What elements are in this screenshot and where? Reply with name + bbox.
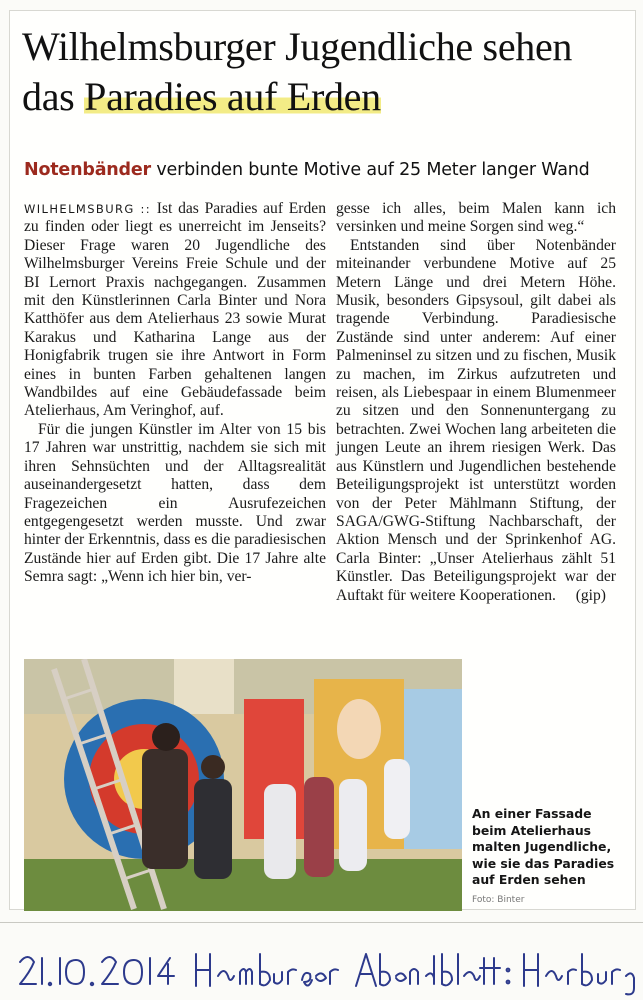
article-column-2 [336, 200, 616, 605]
headline-highlight: Paradies auf Erden [84, 74, 381, 119]
author-signature: (gip) [575, 586, 606, 604]
photo-credit: Foto: Binter [472, 895, 525, 905]
paragraph-4 [336, 237, 616, 605]
headline-text: Wilhelmsburger Jugendliche sehen das [22, 24, 573, 119]
article-column-1 [24, 200, 326, 587]
dateline-mark: :: [140, 202, 152, 216]
paragraph-1 [24, 200, 326, 421]
article-photo [24, 659, 462, 911]
paragraph-4-text: Entstanden sind über Notenbänder miteinander verbundene Motive auf 25 Metern Länge und drei Metern Höhe. Musik, besonders Gipsysoul, gilt dabei als tragende Verbindung. Paradiesische Zustände sind unter anderem: Auf einer Palmeninsel zu sitzen und zu fischen, Musik zu machen, im Zirkus aufzutreten und reisen, als Liebespaar in einem Blumenmeer zu sitzen und den Sonnenuntergang zu betrachten. Zwei Wochen lang arbeiteten die jungen Leute an ihrem riesigen Werk. Das aus Künstlern und Jugendlichen bestehende Beteiligungsprojekt ist unterstützt worden von der Peter Mählmann Stiftung, der SAGA/GWG-Stiftung Nachbarschaft, der Aktion Mensch und der Sprinkenhof AG. Carla Binter: „Unser Atelierhaus zählt 51 Künstler. Das Beteiligungsprojekt war der Auftakt für weitere Kooperationen. [336, 236, 616, 604]
clipping-edge [0, 922, 643, 923]
paragraph-2: Für die jungen Künstler im Alter von 15 bis 17 Jahren war unstrittig, nachdem sie sich mit ihren Sehnsüchten und der Alltagsrealität auseinandergesetzt hatten, dass dem Fragezeichen ein Ausrufezeichen entgegengesetzt werden musste. Und zwar hinter der Erkenntnis, dass es die paradiesischen Zustände hier auf Erden gibt. Die 17 Jahre alte Semra sagt: „Wenn ich hier bin, ver- [24, 420, 326, 586]
article-subhead [24, 160, 614, 180]
article-headline [22, 22, 602, 122]
paragraph-1-text: Ist das Paradies auf Erden zu finden oder liegt es unerreicht im Jenseits? Dieser Frage waren 20 Jugendliche des Wilhelmsburger Vereins Freie Schule und der BI Lernort Praxis nachgegangen. Zusammen mit den Künstlerinnen Carla Binter und Nora Katthöfer aus dem Atelierhaus 23 sowie Murat Karakus und Katharina Lange aus der Honigfabrik trugen sie ihre Antwort in Form eines in bunten Farben gehaltenen langen Wandbildes auf eine Gebäudefassade beim Atelierhaus, Am Veringhof, auf. [24, 200, 327, 420]
subhead-keyword: Notenbänder [24, 160, 151, 180]
subhead-text: verbinden bunte Motive auf 25 Meter langer Wand [150, 160, 590, 180]
paragraph-3: gesse ich alles, beim Malen kann ich versinken und meine Sorgen sind weg.“ [336, 200, 616, 236]
handwritten-source-note [12, 940, 637, 996]
dateline: WILHELMSBURG [24, 202, 135, 216]
photo-caption: An einer Fassade beim Atelierhaus malten Jugendliche, wie sie das Paradies auf Erden sehen [472, 806, 615, 887]
